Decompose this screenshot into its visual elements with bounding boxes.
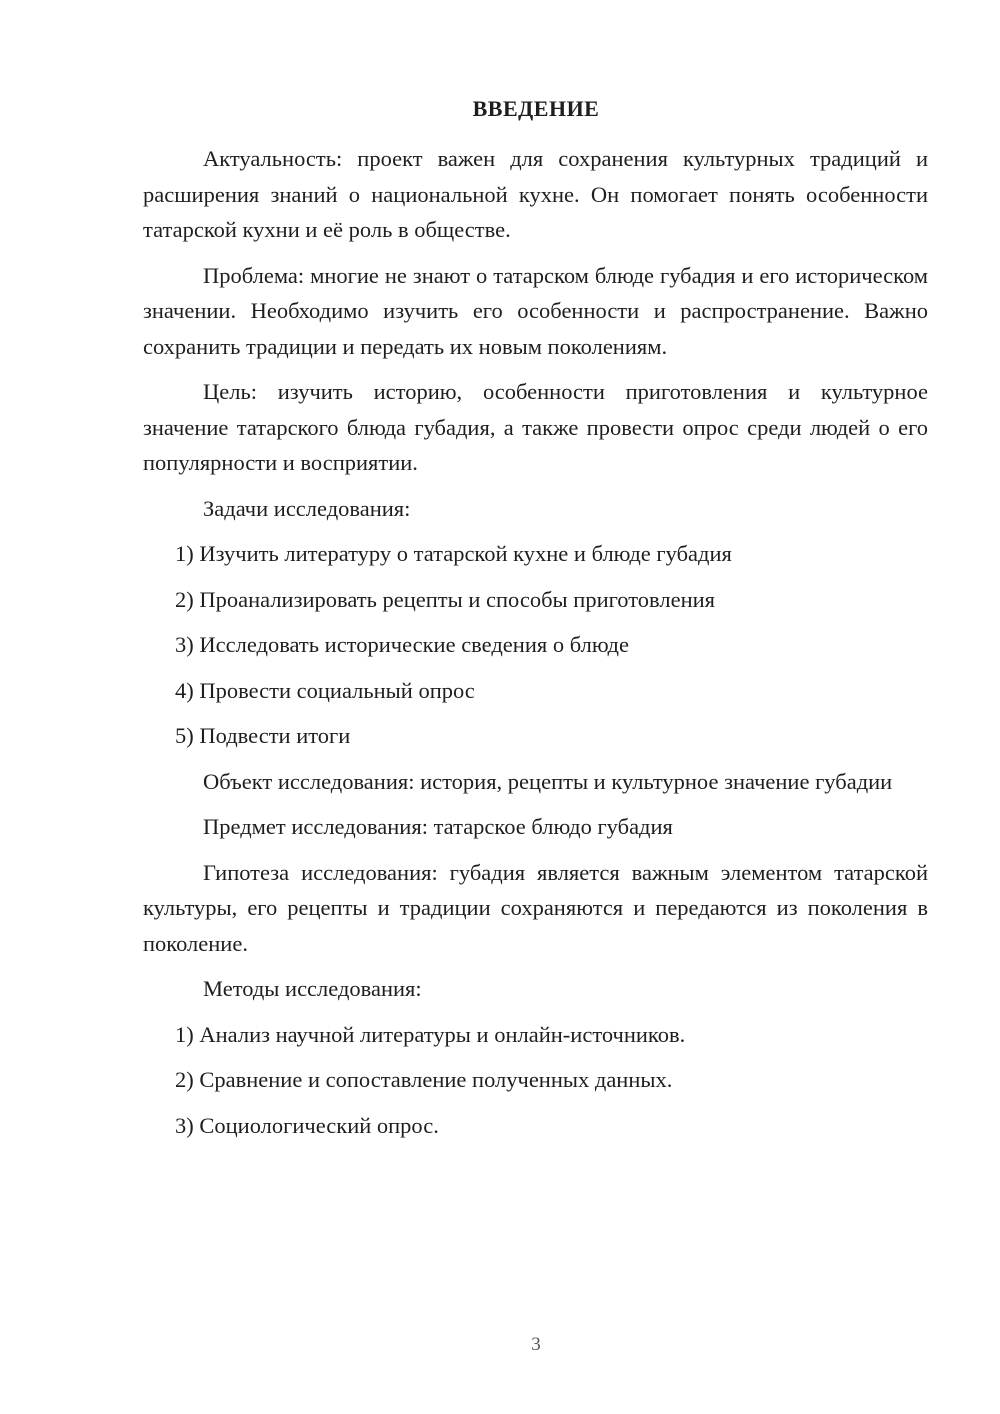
- tasks-heading: Задачи исследования:: [203, 495, 411, 521]
- task-item: 3) Исследовать исторические сведения о блюде: [175, 632, 629, 657]
- goal-paragraph: Цель: изучить историю, особенности приготовления и культурное значение татарского блюда губадия, а также провести опрос среди людей о его популярности и восприятии.: [143, 379, 928, 475]
- object-paragraph: Объект исследования: история, рецепты и культурное значение губадии: [203, 768, 893, 794]
- relevance-paragraph: Актуальность: проект важен для сохранения культурных традиций и расширения знаний о национальной кухне. Он помогает понять особенности татарской кухни и её роль в обществе.: [143, 146, 928, 242]
- method-item: 3) Социологический опрос.: [175, 1112, 439, 1138]
- task-item: 4) Провести социальный опрос: [175, 677, 475, 703]
- methods-heading: Методы исследования:: [203, 976, 422, 1001]
- document-body: [143, 141, 928, 1153]
- page-title: ВВЕДЕНИЕ: [472, 96, 600, 121]
- hypothesis-paragraph: Гипотеза исследования: губадия является важным элементом татарской культуры, его рецепты и традиции сохраняются и передаются из поколения в поколение.: [143, 859, 928, 956]
- task-item: 2) Проанализировать рецепты и способы приготовления: [175, 586, 715, 612]
- subject-paragraph: Предмет исследования: татарское блюдо губадия: [203, 814, 673, 839]
- task-item: 5) Подвести итоги: [175, 723, 351, 748]
- method-item: 2) Сравнение и сопоставление полученных данных.: [175, 1067, 673, 1092]
- method-item: 1) Анализ научной литературы и онлайн-источников.: [175, 1021, 686, 1047]
- task-item: 1) Изучить литературу о татарской кухне и блюде губадия: [175, 541, 732, 566]
- problem-paragraph: Проблема: многие не знают о татарском блюде губадия и его историческом значении. Необходимо изучить его особенности и распространение. Важно сохранить традиции и передать их новым поколениям.: [143, 262, 928, 359]
- page-number: 3: [531, 1334, 541, 1355]
